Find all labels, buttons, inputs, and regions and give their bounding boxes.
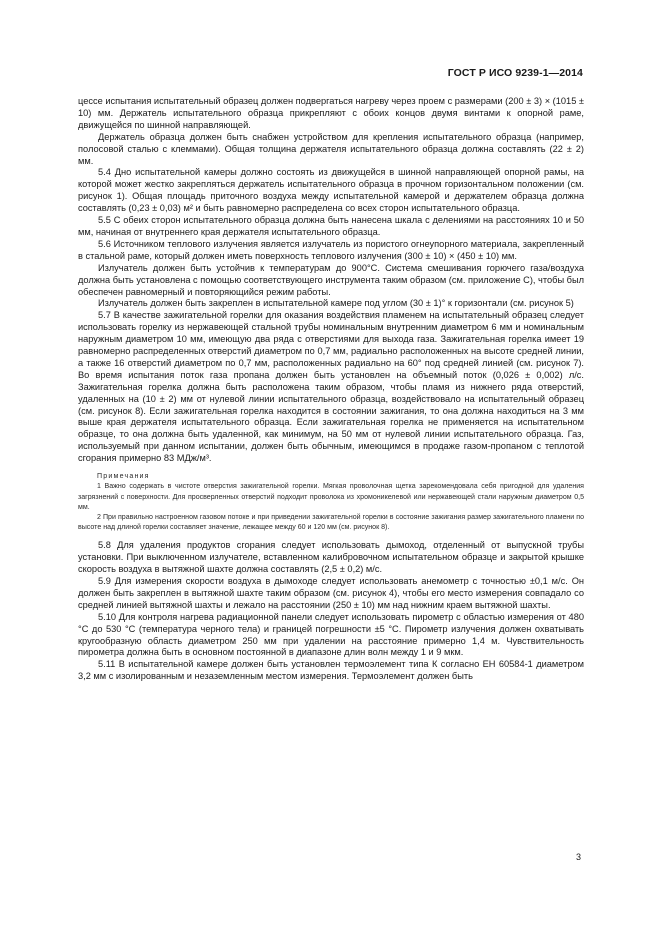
paragraph: цессе испытания испытательный образец должен подвергаться нагреву через проем с размерами (200 ± 3) × (1015 ± 10) мм. Держатель испытательного образца прикрепляют с обоих концов двумя винтами к опорной раме, движущейся по шинной направляющей.	[78, 96, 584, 130]
paragraph: 5.6 Источником теплового излучения является излучатель из пористого огнеупорного материала, закрепленный в стальной раме, который должен иметь поверхность теплового излучения (300 ± 10) × (450 ± 10) мм.	[78, 238, 584, 261]
paragraph: 5.11 В испытательной камере должен быть установлен термоэлемент типа К согласно ЕН 60584-1 диаметром 3,2 мм с изолированным и незаземленным местом измерения. Термоэлемент должен быть	[78, 659, 584, 682]
paragraphs-after-notes	[78, 540, 584, 683]
note-item: 2 При правильно настроенном газовом потоке и при приведении зажигательной горелки в состояние зажигания размер зажигательного пламени по высоте над длиной горелки составляет значение, лежащее между 60 и 120 мм (см. рисунок 8).	[78, 513, 584, 532]
notes-heading: Примечания	[97, 473, 150, 481]
paragraph: Излучатель должен быть закреплен в испытательной камере под углом (30 ± 1)° к горизонтали (см. рисунок 5)	[98, 298, 574, 309]
paragraph: 5.9 Для измерения скорости воздуха в дымоходе следует использовать анемометр с точностью ±0,1 м/с. Он должен быть закреплен в вытяжной шахте таким образом (см. рисунок 4), чтобы его место измерения совпадало со средней линией вытяжной шахты и лежало на расстоянии (250 ± 10) мм над нижним краем вытяжной шахты.	[78, 576, 584, 610]
note-item: 1 Важно содержать в чистоте отверстия зажигательной горелки. Мягкая проволочная щетка зарекомендовала себя пригодной для удаления загрязнений с поверхности. Для просверленных отверстий подходит проволока из хромоникелевой или нержавеющей стали наружным диаметром 0,5 мм.	[78, 483, 584, 511]
page-number: 3	[575, 852, 581, 862]
paragraph: 5.8 Для удаления продуктов сгорания следует использовать дымоход, отделенный от выпускной трубы установки. При выключенном излучателе, вставленном калибровочном испытательном образце и закрытой крышке скорость воздуха в вытяжной шахте должна составлять (2,5 ± 0,2) м/с.	[78, 540, 584, 575]
paragraph: 5.7 В качестве зажигательной горелки для оказания воздействия пламенем на испытательный образец следует использовать горелку из нержавеющей стальной трубы номинальным внутренним диаметром 6 мм и номинальным наружным диаметром 10 мм, имеющую два ряда с отверстиями для выхода газа. Зажигательная горелка имеет 19 равномерно распределенных отверстий диаметром по 0,7 мм, радиально расположенных на высоте средней линии, а также 16 отверстий диаметром по 0,7 мм, расположенных радиально на 60° под средней линией (см. рисунок 7). Во время испытания поток газа пропана должен быть установлен на объемный поток (0,026 ± 0,002) л/с. Зажигательная горелка должна быть расположена таким образом, чтобы пламя из нижнего ряда отверстий, удаленных на (10 ± 2) мм от нулевой линии испытательного образца, воздействовало на испытательный образец (см. рисунок 8). Если зажигательная горелка находится в состоянии зажигания, то она должна находиться на 3 мм выше края держателя испытательного образца. Если зажигательная горелка не применяется на испытательном образце, то она должна быть удаленной, как минимум, на 50 мм от нулевой линии испытательного образца. Газ, используемый при данном испытании, должен быть обычным, имеющимся в продаже газом-пропаном с теплотой сгорания примерно 83 МДж/м³.	[78, 310, 584, 464]
paragraphs-before-notes	[78, 96, 584, 465]
document-header: ГОСТ Р ИСО 9239-1—2014	[447, 67, 583, 79]
paragraph: 5.10 Для контроля нагрева радиационной панели следует использовать пирометр с областью измерения от 480 °С до 530 °С (температура черного тела) и границей погрешности ±5 °С. Пирометр излучения должен охватывать кругообразную область диаметром 250 мм при удалении на расстояние примерно 1,4 м. Чувствительность пирометра должна быть в основном постоянной в диапазоне длин волн между 1 и 9 мкм.	[78, 611, 584, 658]
page-body	[78, 96, 584, 683]
notes-block	[78, 472, 584, 533]
paragraph: Держатель образца должен быть снабжен устройством для крепления испытательного образца (например, полосовой сталью с клеммами). Общая толщина держателя испытательного образца должна составлять (22 ± 2) мм.	[78, 131, 584, 166]
paragraph: Излучатель должен быть устойчив к температурам до 900°С. Система смешивания горючего газа/воздуха должна быть установлена с помощью соответствующего инструмента таким образом (см. приложение С), чтобы был обеспечен равномерный и повторяющийся режим работы.	[78, 262, 585, 297]
paragraph: 5.4 Дно испытательной камеры должно состоять из движущейся в шинной направляющей опорной рамы, на которой может жестко закрепляться держатель испытательного образца в прочном горизонтальном положении (см. рисунок 1). Общая площадь приточного воздуха между испытательной камерой и держателем образца должна составлять (0,23 ± 0,03) м² и быть равномерно распределена со всех сторон испытательного образца.	[78, 167, 584, 214]
paragraph: 5.5 С обеих сторон испытательного образца должна быть нанесена шкала с делениями на расстояниях 10 и 50 мм, начиная от внутреннего края держателя испытательного образца.	[78, 215, 584, 237]
